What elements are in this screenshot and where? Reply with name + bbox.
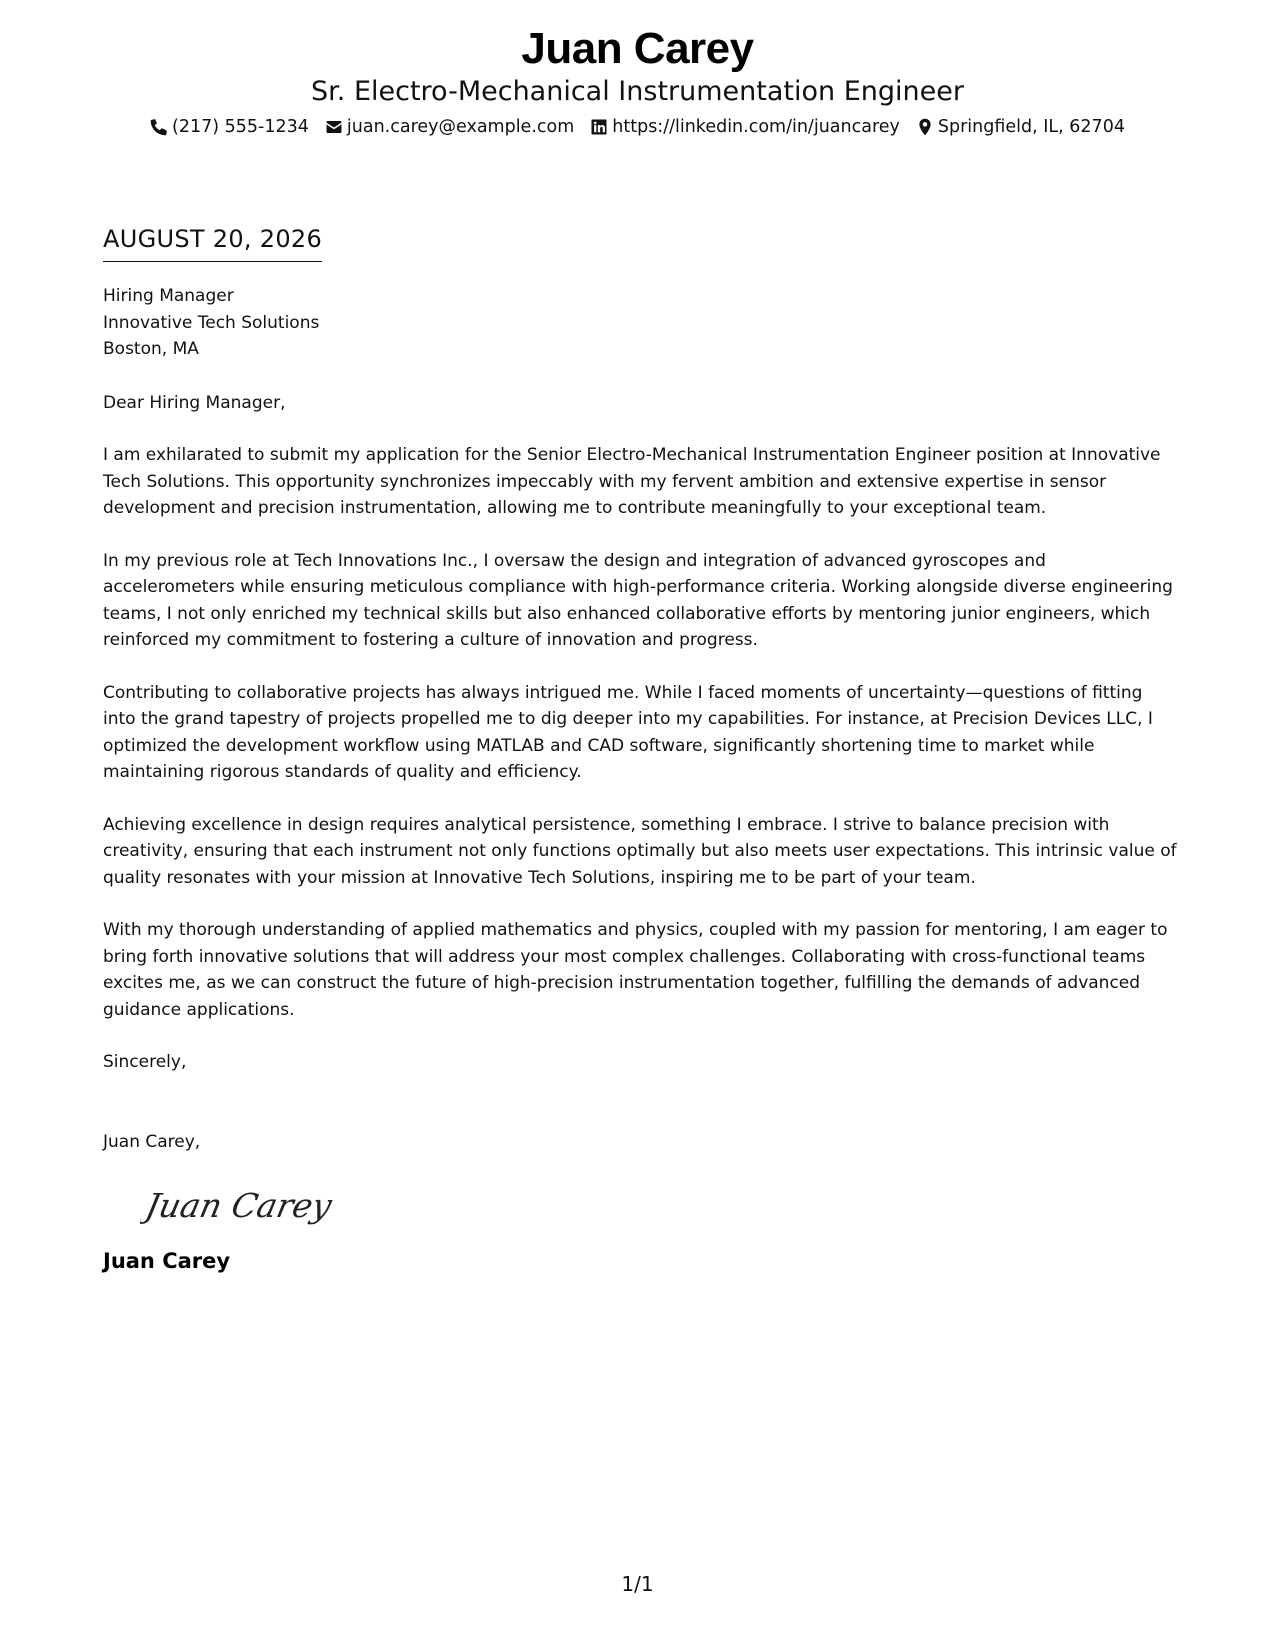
salutation: Dear Hiring Manager, [103, 392, 286, 413]
applicant-title: Sr. Electro-Mechanical Instrumentation Engineer [311, 76, 964, 107]
signature-image [140, 1179, 340, 1233]
linkedin-icon [590, 118, 608, 136]
body-paragraph: I am exhilarated to submit my application for the Senior Electro-Mechanical Instrumentation Engineer position at Innovative Tech Solutions. This opportunity synchronizes impeccably with my fervent ambition and extensive expertise in sensor development and precision instrumentation, allowing me to contribute meaningfully to your exceptional team. [103, 445, 1161, 518]
contact-phone [150, 114, 309, 140]
contact-location [916, 114, 1125, 140]
contact-bar [0, 114, 1275, 140]
contact-email[interactable] [325, 114, 574, 140]
envelope-icon [325, 118, 343, 136]
recipient-location: Boston, MA [103, 339, 199, 359]
letter-date: AUGUST 20, 2026 [103, 222, 322, 262]
body-paragraph: Achieving excellence in design requires analytical persistence, something I embrace. I strive to balance precision with creativity, ensuring that each instrument not only functions optimally but also meets user expectations. This intrinsic value of quality resonates with your mission at Innovative Tech Solutions, inspiring me to be part of your team. [103, 814, 1177, 888]
body-paragraph: In my previous role at Tech Innovations Inc., I oversaw the design and integration of advanced gyroscopes and accelerometers while ensuring meticulous compliance with high-performance criteria. Working alongside diverse engineering teams, I not only enriched my technical skills but also enhanced collaborative efforts by mentoring junior engineers, which reinforced my commitment to fostering a culture of innovation and progress. [103, 550, 1173, 650]
page-number: 1/1 [621, 1572, 654, 1596]
letter-body [103, 222, 1178, 1275]
phone-icon [150, 118, 168, 136]
phone-text: (217) 555-1234 [172, 117, 309, 137]
map-pin-icon [916, 118, 934, 136]
applicant-name: Juan Carey [521, 24, 754, 73]
closing: Sincerely, [103, 1052, 187, 1072]
linkedin-text[interactable]: https://linkedin.com/in/juancarey [612, 117, 900, 137]
recipient-company: Innovative Tech Solutions [103, 312, 320, 333]
contact-linkedin[interactable] [590, 114, 900, 140]
signer-name: Juan Carey [103, 1249, 231, 1273]
svg-text:Juan Carey: Juan Carey [142, 1186, 336, 1225]
signer-line: Juan Carey, [103, 1131, 201, 1152]
location-text: Springfield, IL, 62704 [937, 117, 1125, 137]
handwritten-signature [140, 1179, 1178, 1233]
body-paragraph: With my thorough understanding of applied mathematics and physics, coupled with my passion for mentoring, I am eager to bring forth innovative solutions that will address your most complex challenges. Collaborating with cross-functional teams excites me, as we can construct the future of high-precision instrumentation together, fulfilling the demands of advanced guidance applications. [103, 920, 1168, 1020]
recipient-name: Hiring Manager [103, 286, 234, 306]
recipient-block [103, 283, 1178, 363]
body-paragraph: Contributing to collaborative projects has always intrigued me. While I faced moments of uncertainty—questions of fitting into the grand tapestry of projects propelled me to dig deeper into my capabilities. For instance, at Precision Devices LLC, I optimized the development workflow using MATLAB and CAD software, significantly shortening time to market while maintaining rigorous standards of quality and efficiency. [103, 682, 1153, 782]
letter-header [0, 22, 1275, 140]
email-text[interactable]: juan.carey@example.com [346, 117, 575, 137]
